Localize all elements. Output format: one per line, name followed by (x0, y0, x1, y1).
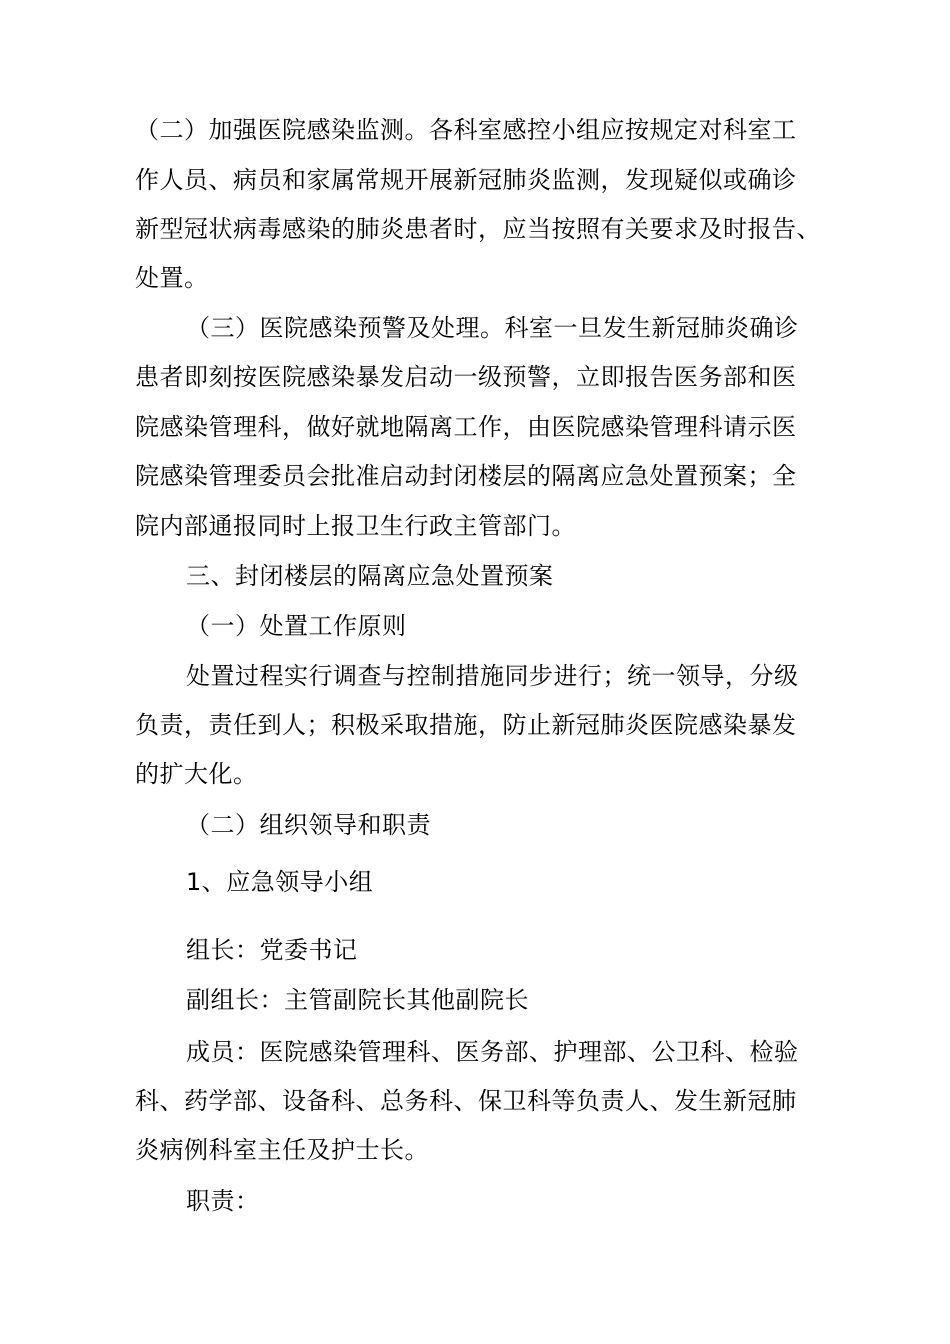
paragraph-line: 炎病例科室主任及护士长。 (135, 1136, 429, 1164)
paragraph-line: 院感染管理委员会批准启动封闭楼层的隔离应急处置预案；全 (135, 462, 797, 490)
paragraph-line: （三）医院感染预警及处理。科室一旦发生新冠肺炎确诊 (186, 314, 799, 342)
subsection-heading: （二）组织领导和职责 (186, 811, 431, 839)
section-heading: 三、封闭楼层的隔离应急处置预案 (186, 562, 554, 590)
item-heading: 1、应急领导小组 (186, 868, 374, 896)
paragraph-line: 职责： (186, 1187, 260, 1215)
paragraph-line: 组长：党委书记 (186, 936, 358, 964)
paragraph-line: 新型冠状病毒感染的肺炎患者时，应当按照有关要求及时报告、 (135, 215, 821, 243)
paragraph-line: 作人员、病员和家属常规开展新冠肺炎监测，发现疑似或确诊 (135, 166, 797, 194)
paragraph-line: 负责，责任到人；积极采取措施，防止新冠肺炎医院感染暴发 (135, 711, 797, 739)
subsection-heading: （一）处置工作原则 (186, 612, 407, 640)
paragraph-line: 院内部通报同时上报卫生行政主管部门。 (135, 512, 576, 540)
paragraph-line: 的扩大化。 (135, 760, 258, 788)
paragraph-line: 处置。 (135, 264, 209, 292)
paragraph-line: 处置过程实行调查与控制措施同步进行；统一领导，分级 (186, 662, 799, 690)
paragraph-line: 科、药学部、设备科、总务科、保卫科等负责人、发生新冠肺 (135, 1087, 797, 1115)
paragraph-line: 成员：医院感染管理科、医务部、护理部、公卫科、检验 (186, 1038, 799, 1066)
paragraph-line: 副组长：主管副院长其他副院长 (186, 986, 529, 1014)
paragraph-line: 患者即刻按医院感染暴发启动一级预警，立即报告医务部和医 (135, 363, 797, 391)
paragraph-line: （二）加强医院感染监测。各科室感控小组应按规定对科室工 (135, 116, 797, 144)
paragraph-line: 院感染管理科，做好就地隔离工作，由医院感染管理科请示医 (135, 413, 797, 441)
